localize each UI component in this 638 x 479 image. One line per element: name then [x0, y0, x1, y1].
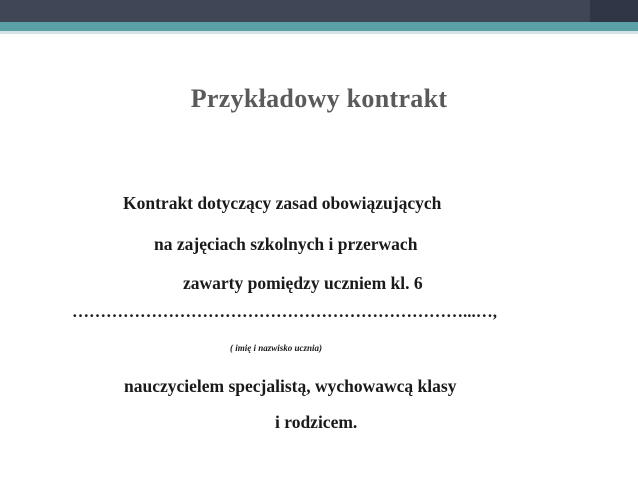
contract-line-1: Kontrakt dotyczący zasad obowiązujących [123, 193, 442, 213]
header-band [0, 0, 638, 34]
student-name-placeholder: ……………………………………………………………...…, [72, 302, 497, 321]
contract-line-4: nauczycielem specjalistą, wychowawcą klasy [124, 376, 457, 396]
student-name-hint: ( imię i nazwisko ucznia) [230, 343, 323, 353]
header-band-corner [590, 0, 638, 22]
header-band-dark [0, 0, 638, 22]
contract-line-3: zawarty pomiędzy uczniem kl. 6 [183, 273, 423, 293]
header-band-teal [0, 22, 638, 31]
header-band-light [0, 31, 638, 34]
contract-line-2: na zajęciach szkolnych i przerwach [154, 234, 418, 254]
contract-line-5: i rodzicem. [275, 412, 358, 432]
slide-title: Przykładowy kontrakt [190, 84, 448, 113]
